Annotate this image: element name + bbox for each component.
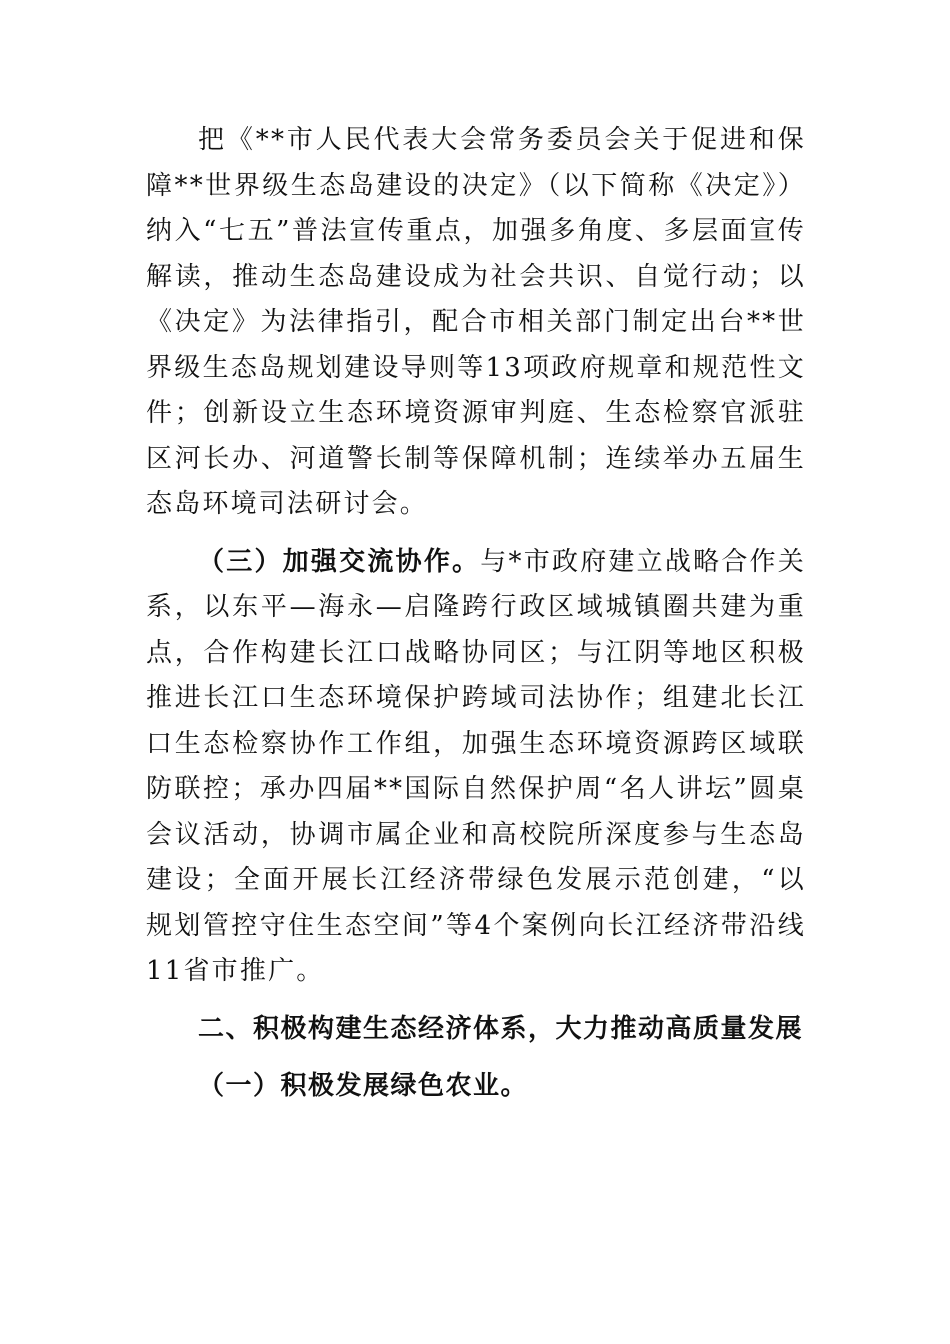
paragraph-text: 与*市政府建立战略合作关系，以东平—海永—启隆跨行政区域城镇圈共建为重点，合作构建长江口战略协同区；与江阴等地区积极推进长江口生态环境保护跨域司法协作；组建北长江口生态检察协作工作组，加强生态环境资源跨区域联防联控；承办四届**国际自然保护周“名人讲坛”圆桌会议活动，协调市属企业和高校院所深度参与生态岛建设；全面开展长江经济带绿色发展示范创建，“以规划管控守住生态空间”等4个案例向长江经济带沿线11省市推广。 — [146, 546, 806, 986]
paragraph-lead-heading: （三）加强交流协作。 — [198, 546, 481, 577]
paragraph-exchange-cooperation — [146, 540, 806, 995]
paragraph-text: 把《**市人民代表大会常务委员会关于促进和保障**世界级生态岛建设的决定》（以下简称《决定》）纳入“七五”普法宣传重点，加强多角度、多层面宣传解读，推动生态岛建设成为社会共识、自觉行动；以《决定》为法律指引，配合市相关部门制定出台**世界级生态岛规划建设导则等13项政府规章和规范性文件；创新设立生态环境资源审判庭、生态检察官派驻区河长办、河道警长制等保障机制；连续举办五届生态岛环境司法研讨会。 — [146, 125, 806, 519]
paragraph-legal-publicity — [146, 118, 806, 528]
subsection-heading-green-agriculture: （一）积极发展绿色农业。 — [198, 1071, 529, 1101]
document-body — [146, 118, 806, 1110]
section-heading-eco-economy: 二、积极构建生态经济体系，大力推动高质量发展 — [198, 1013, 804, 1044]
